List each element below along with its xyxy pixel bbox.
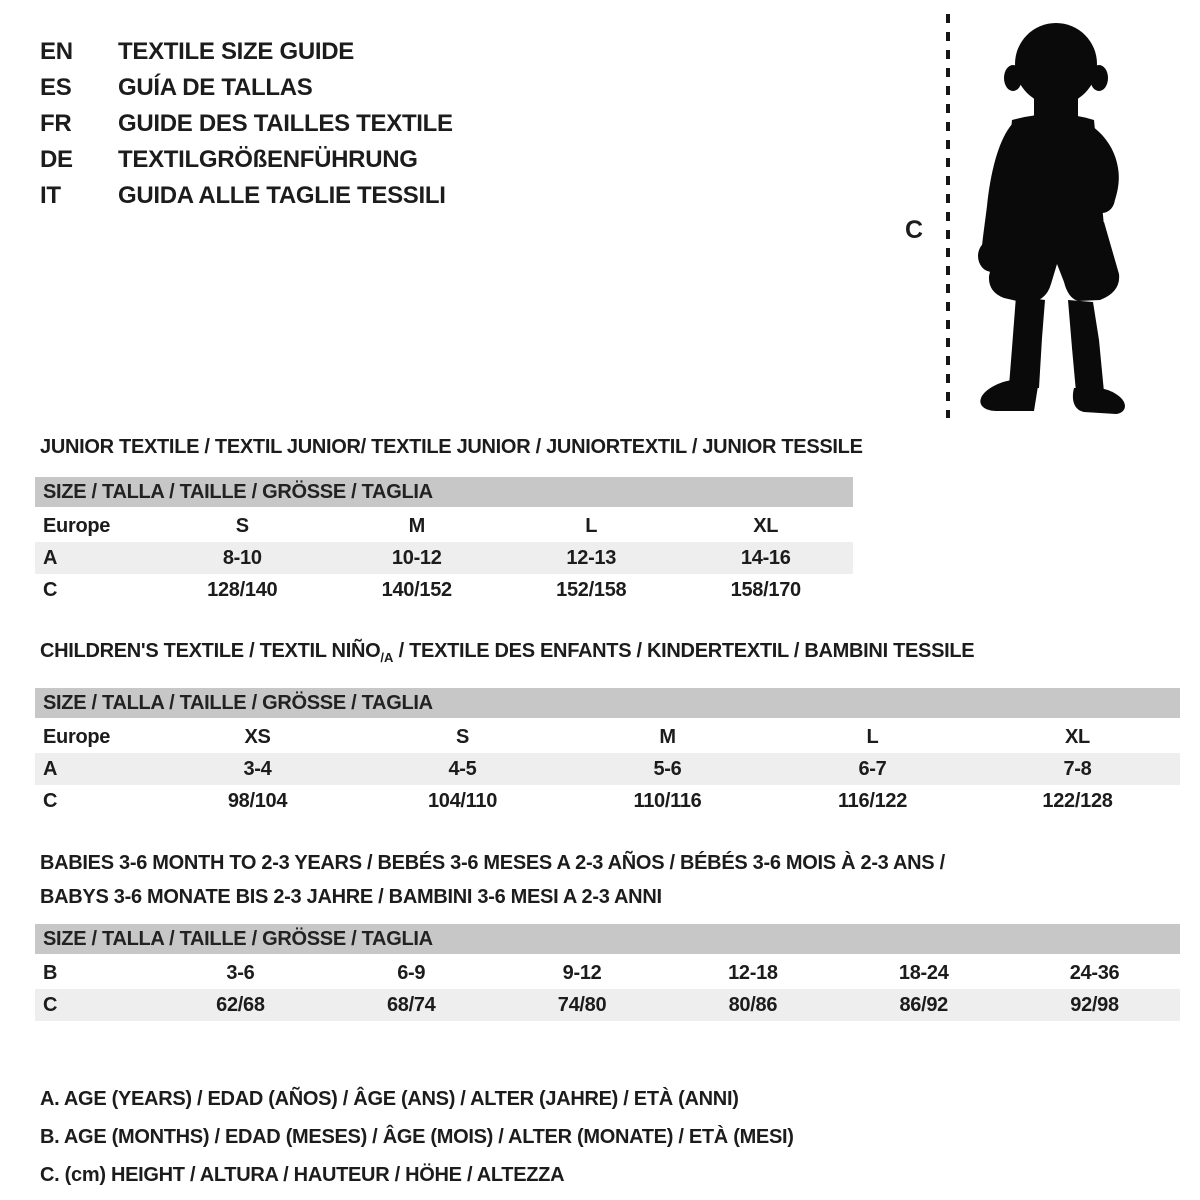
section-heading-children — [40, 640, 974, 665]
section-heading-junior: JUNIOR TEXTILE / TEXTIL JUNIOR/ TEXTILE JUNIOR / JUNIORTEXTIL / JUNIOR TESSILE — [40, 436, 863, 458]
row-label: B — [43, 962, 58, 984]
table-cell: 9-12 — [562, 962, 602, 984]
language-row — [40, 142, 453, 178]
table-cell: 6-7 — [858, 758, 887, 780]
language-code: IT — [40, 182, 61, 209]
row-label: A — [43, 758, 58, 780]
language-row — [40, 178, 453, 214]
table-cell: 10-12 — [391, 547, 442, 569]
table-header-size: SIZE / TALLA / TAILLE / GRÖSSE / TAGLIA — [35, 924, 1180, 954]
table-cell: M — [408, 515, 425, 537]
section-heading-babies — [40, 846, 945, 914]
row-label: Europe — [43, 515, 111, 537]
table-cell: 5-6 — [653, 758, 682, 780]
table-row — [35, 785, 1180, 817]
table-cell: 62/68 — [216, 994, 265, 1016]
table-cell: 86/92 — [899, 994, 948, 1016]
table-cell: 74/80 — [557, 994, 607, 1016]
row-label: C — [43, 790, 58, 812]
table-cell: 4-5 — [448, 758, 477, 780]
table-cell: S — [455, 726, 470, 748]
language-code: EN — [40, 38, 73, 65]
table-cell: 12-13 — [566, 547, 617, 569]
row-label: C — [43, 994, 58, 1016]
table-cell: L — [585, 515, 598, 537]
table-cell: 7-8 — [1063, 758, 1092, 780]
table-cell: 92/98 — [1070, 994, 1119, 1016]
table-cell: 122/128 — [1042, 790, 1113, 812]
language-code: FR — [40, 110, 72, 137]
language-title: TEXTILGRÖßENFÜHRUNG — [118, 146, 418, 173]
heading-text: CHILDREN'S TEXTILE / TEXTIL NIÑO — [40, 640, 381, 662]
language-code: DE — [40, 146, 73, 173]
language-title: GUÍA DE TALLAS — [118, 74, 313, 101]
table-cell: M — [659, 726, 676, 748]
table-cell: 104/110 — [427, 790, 498, 812]
heading-line: BABIES 3-6 MONTH TO 2-3 YEARS / BEBÉS 3-6 MESES A 2-3 AÑOS / BÉBÉS 3-6 MOIS À 2-3 ANS / — [40, 852, 945, 874]
table-cell: 24-36 — [1069, 962, 1120, 984]
table-cell: 68/74 — [386, 994, 436, 1016]
row-label: A — [43, 547, 58, 569]
legend-line-b: B. AGE (MONTHS) / EDAD (MESES) / ÂGE (MOIS) / ALTER (MONATE) / ETÀ (MESI) — [40, 1126, 794, 1148]
table-cell: XL — [1065, 726, 1090, 748]
table-row — [35, 989, 1180, 1021]
table-cell: 18-24 — [898, 962, 949, 984]
table-row — [35, 721, 1180, 753]
table-row — [35, 510, 853, 542]
heading-subscript: /A — [380, 650, 394, 665]
table-cell: S — [235, 515, 249, 537]
table-cell: 116/122 — [837, 790, 908, 812]
language-title: GUIDA ALLE TAGLIE TESSILI — [118, 182, 446, 209]
table-header-size: SIZE / TALLA / TAILLE / GRÖSSE / TAGLIA — [35, 477, 853, 507]
table-cell: 158/170 — [730, 579, 801, 601]
language-row — [40, 34, 453, 70]
language-title-list — [40, 34, 453, 214]
language-row — [40, 70, 453, 106]
height-measure-dashed-line — [946, 14, 950, 418]
language-title: GUIDE DES TAILLES TEXTILE — [118, 110, 453, 137]
table-cell: 140/152 — [381, 579, 452, 601]
heading-text: / TEXTILE DES ENFANTS / KINDERTEXTIL / BAMBINI TESSILE — [393, 640, 975, 662]
language-code: ES — [40, 74, 72, 101]
table-cell: 12-18 — [728, 962, 778, 984]
measurement-legend — [40, 1080, 794, 1194]
table-cell: 3-6 — [226, 962, 255, 984]
table-cell: 110/116 — [633, 790, 702, 812]
legend-line-c: C. (cm) HEIGHT / ALTURA / HAUTEUR / HÖHE / ALTEZZA — [40, 1164, 565, 1186]
table-cell: XL — [753, 515, 779, 537]
table-cell: 8-10 — [222, 547, 262, 569]
row-label: C — [43, 579, 58, 601]
table-cell: XS — [244, 726, 271, 748]
table-row — [35, 957, 1180, 989]
table-row — [35, 574, 853, 606]
heading-line: BABYS 3-6 MONATE BIS 2-3 JAHRE / BAMBINI 3-6 MESI A 2-3 ANNI — [40, 886, 662, 908]
table-cell: 3-4 — [243, 758, 272, 780]
size-table-junior — [35, 477, 853, 606]
table-row — [35, 542, 853, 574]
legend-line-a: A. AGE (YEARS) / EDAD (AÑOS) / ÂGE (ANS) / ALTER (JAHRE) / ETÀ (ANNI) — [40, 1088, 739, 1110]
table-cell: 6-9 — [397, 962, 426, 984]
table-cell: 80/86 — [728, 994, 778, 1016]
table-row — [35, 753, 1180, 785]
toddler-silhouette-image — [966, 18, 1140, 418]
table-cell: 14-16 — [740, 547, 791, 569]
height-measure-label: C — [905, 216, 923, 244]
language-title: TEXTILE SIZE GUIDE — [118, 38, 354, 65]
table-cell: 98/104 — [227, 790, 288, 812]
row-label: Europe — [43, 726, 111, 748]
table-cell: 152/158 — [556, 579, 627, 601]
table-header-size: SIZE / TALLA / TAILLE / GRÖSSE / TAGLIA — [35, 688, 1180, 718]
size-table-babies — [35, 924, 1180, 1021]
table-cell: L — [866, 726, 879, 748]
size-table-children — [35, 688, 1180, 817]
language-row — [40, 106, 453, 142]
table-cell: 128/140 — [207, 579, 278, 601]
